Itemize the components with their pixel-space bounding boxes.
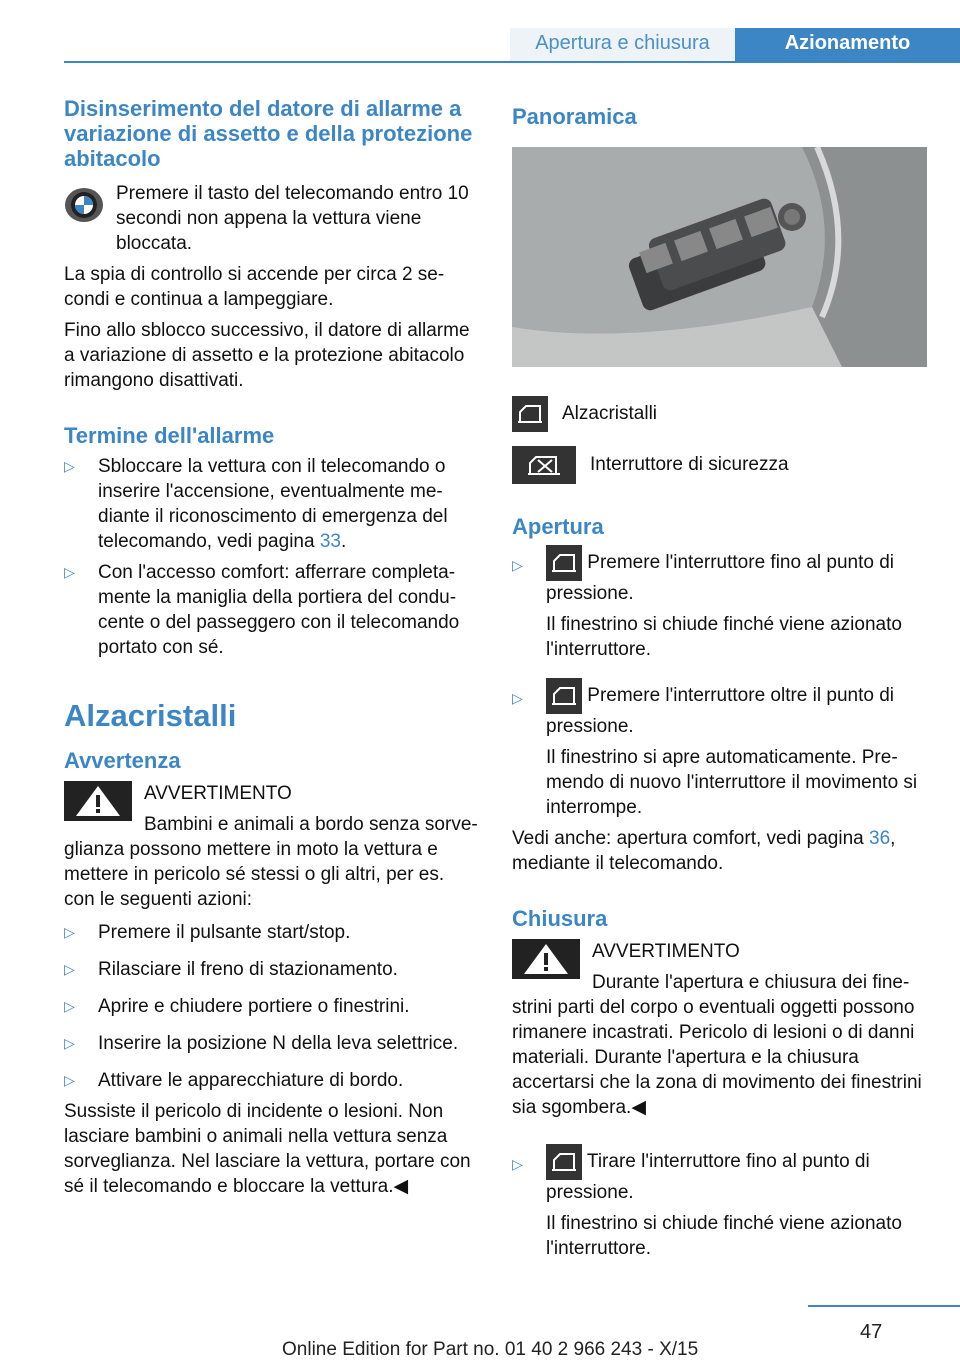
window-switch-icon [512,396,548,432]
list-item: ▷ Con l'accesso comfort: afferrare completamente la maniglia della portiera del conducente o del passeggero con il telecomando portato con sé. [64,562,460,658]
warning-conclusion: Sussiste il pericolo di incidente o lesioni. Non lasciare bambini o animali nella vettura senza sorveglianza. Nel lasciare la vettura, portare con sé il telecomando e bloccare la vettura.◀ [64,1101,471,1197]
bullet-marker: ▷ [64,458,75,474]
list-item: ▷ Premere il pulsante start/stop. [64,922,351,943]
page-link-36[interactable]: 36 [869,828,891,849]
warning-icon [64,781,132,821]
closing-warning-block [512,939,927,1120]
caption-safety-switch [512,446,927,484]
alarm-end-heading: Termine dell'allarme [64,423,275,448]
left-column [64,96,479,1205]
caption-window-lifts [512,396,927,432]
warning-label: AVVERTIMENTO [144,783,292,804]
page-number: 47 [860,1321,883,1343]
bullet-marker: ▷ [64,564,75,580]
caution-heading: Avvertenza [64,748,181,773]
warning-icon [512,939,580,979]
opening-list [512,545,927,820]
list-item: ▷ Aprire e chiudere portiere o finestrini. [64,996,410,1017]
list-item: ▷ Premere l'interruttore fino al punto di pressione. Il finestrino si chiude finché viene azionato l'interruttore. [512,545,927,662]
list-item: ▷ Tirare l'interruttore fino al punto di pressione. Il finestrino si chiude finché viene azionato l'interruttore. [512,1144,927,1261]
list-item: ▷ Attivare le apparecchiature di bordo. [64,1070,404,1091]
warning-block [64,781,479,912]
disable-alarm-heading: Disinserimento del datore di allarme a variazione di assetto e della protezione abitacolo [64,96,473,171]
closing-detail-1: Il finestrino si chiude finché viene azionato l'interruttore. [546,1213,902,1259]
window-lifts-title: Alzacristalli [64,698,237,733]
caption-text: Alzacristalli [562,403,658,424]
right-column [512,96,927,1267]
safety-switch-icon [512,446,576,484]
edition-note: Online Edition for Part no. 01 40 2 966 243 - X/15 [282,1339,699,1360]
page-link-33[interactable]: 33 [319,531,341,552]
opening-heading: Apertura [512,514,604,539]
window-switch-icon [546,545,582,581]
list-item: ▷ Sbloccare la vettura con il telecomando o inserire l'accensione, eventualmente mediante il riconoscimento di emergenza del telecomando, vedi pagina 33. [64,456,448,552]
disable-alarm-block [64,181,479,393]
alarm-end-list [64,454,479,660]
disable-alarm-text-2: La spia di controllo si accende per circa 2 secondi e continua a lampeggiare. [64,264,445,310]
list-item: ▷ Inserire la posizione N della leva selettrice. [64,1033,459,1054]
list-item: ▷ Premere l'interruttore oltre il punto di pressione. Il finestrino si apre automaticamente. Premendo di nuovo l'interruttore il movimento si interrompe. [512,678,927,820]
opening-detail-2: Il finestrino si apre automaticamente. Premendo di nuovo l'interruttore il movimento si interrompe. [546,747,918,818]
warning-text: Durante l'apertura e chiusura dei finestrini parti del corpo o eventuali oggetti possono rimanere incastrati. Pericolo di lesioni o di danni materiali. Durante l'apertura e la chiusura accertarsi che la zona di movimento dei finestrini sia sgombera.◀ [512,972,922,1118]
warning-list [64,920,479,1093]
disable-alarm-text-3: Fino allo sblocco successivo, il datore di allarme a variazione di assetto e la protezione abitacolo rimangono disattivati. [64,320,470,391]
page-footer [0,1305,960,1365]
warning-label: AVVERTIMENTO [592,941,740,962]
opening-detail-1: Il finestrino si chiude finché viene azionato l'interruttore. [546,614,902,660]
caption-text: Interruttore di sicurezza [590,454,789,475]
window-switch-icon [546,1144,582,1180]
closing-list [512,1144,927,1261]
window-switch-icon [546,678,582,714]
header-rule [64,61,960,63]
window-switch-photo [512,147,927,367]
closing-heading: Chiusura [512,906,608,931]
page-header [0,0,960,62]
footer-rule [808,1305,960,1307]
disable-alarm-text-1: Premere il tasto del telecomando entro 10 secondi non appena la vettura viene bloccata. [116,183,469,254]
warning-text: Bambini e animali a bordo senza sorveglianza possono mettere in moto la vettura e mettere in pericolo sé stessi o gli altri, per es. con le seguenti azioni: [64,814,478,910]
header-section[interactable]: Apertura e chiusura [510,28,735,62]
overview-heading: Panoramica [512,104,637,129]
header-chapter[interactable]: Azionamento [735,28,960,62]
list-item: ▷ Rilasciare il freno di stazionamento. [64,959,398,980]
bmw-key-icon [64,185,104,225]
see-also-text: Vedi anche: apertura comfort, vedi pagina 36, mediante il telecomando. [512,828,896,874]
